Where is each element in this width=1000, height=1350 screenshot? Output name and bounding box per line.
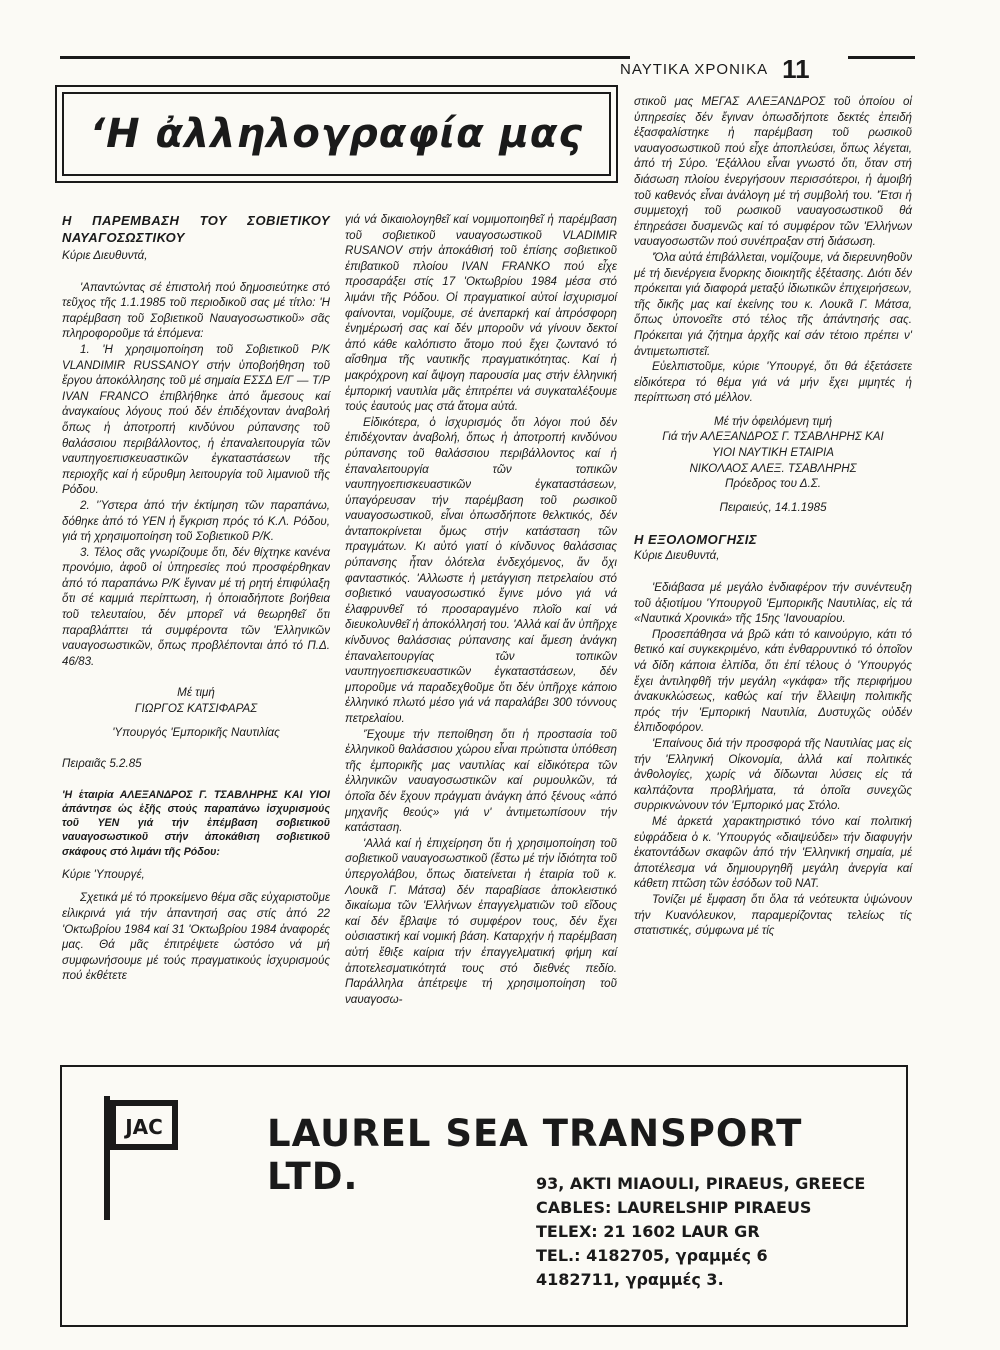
paragraph: Μέ ἀρκετά χαρακτηριστικό τόνο καί πολιτική εὐφράδεια ὁ κ. 'Υπουργός «διαψεύδει» τήν διαφυγήν ἑκατοντάδων σκαφῶν ἀπό τήν 'Ελληνική σημαία, μέ ἀποτέλεσμα νά δημιουργηθῆ μεγάλη ἀνεργία καί κάθετη πτῶση τῶν ἐσόδων τοῦ ΝΑΤ. <box>634 814 912 891</box>
reply-intro: 'Η ἑταιρία ΑΛΕΞΑΝΔΡΟΣ Γ. ΤΣΑΒΛΗΡΗΣ ΚΑΙ ΥΙΟΙ ἀπάντησε ὡς ἑξῆς στούς παραπάνω ἰσχυρισμούς τοῦ ΥΕΝ γιά τήν ἐπέμβαση σοβιετικοῦ ναυαγοσωστικοῦ στήν ἀποκάθιση σοβιετικοῦ σκάφους στό λιμάνι τῆς Ρόδου: <box>62 788 330 858</box>
publication-name: ΝΑΥΤΙΚΑ ΧΡΟΝΙΚΑ <box>620 60 769 78</box>
paragraph: Προσεπάθησα νά βρῶ κάτι τό καινούργιο, κάτι τό θετικό καί συγκεκριμένο, κάτι ἐνθαρρυντικό τό ὁποῖον νά δίδη κάποια ἐλπίδα, ὅτι ἐπί τέλους ὁ 'Υπουργός ἔχει ἀντιληφθῆ τήν μεγάλη «γκάφα» τῆς περιφήμου ἀνακυκλώσεως, καθώς καί τήν ἔλλειψη πολιτικῆς πρός τήν 'Εμπορική Ναυτιλία, Δυστυχῶς οὐδέν ἐλπιδοφόρον. <box>634 627 912 735</box>
paragraph: 3. Τέλος σᾶς γνωρίζουμε ὅτι, δέν θίχτηκε κανένα προνόμιο, ἀφοῦ οἱ ὑπηρεσίες πού προσφέρθηκαν ἀπό τό παραπάνω Ρ/Κ ἔγιναν μέ τή ρητή ἐπιφύλαξη ὅτι σέ καμμιά περίπτωση, ἡ ὁποιαδήποτε βοήθεια τοῦ τελευταίου, δέν μπορεῖ νά θεωρηθεῖ ὅτι παραβλάπτει τά συμφέροντα τῶν 'Ελληνικῶν ναυαγοσωστικῶν, ὅπως προβλέπονται ἀπό τό Π.Δ. 46/83. <box>62 545 330 668</box>
paragraph: 'Αλλά καί ἡ ἐπιχείρηση ὅτι ἡ χρησιμοποίηση τοῦ σοβιετικοῦ ναυαγοσωστικοῦ (ἔστω μέ τήν ἰδιότητα τοῦ ὑπεργολάβου, ὅπως διατείνεται ἡ ἑταιρία τοῦ κ. Λουκᾶ Γ. Μάτσα) δέν παραβίασε ἀποκλειστικό δικαίωμα τῶν 'Ελλήνων ἐπαγγελματιῶν τοῦ εἴδους καί δέν ἔβλαψε τό συμφέρον τους, δέν ἔχει οὐσιαστική καί νομική βάση. Καταρχήν ἡ παρέμβαση αὐτή ἔθιξε καίρια τήν ἐπαγγελματική φήμη καί ἀποτελεσματικότητά τους στό διεθνές πεδίο. Παράλληλα ἀπέτρεψε τή χρησιμοποίηση τοῦ ναυαγοσω- <box>345 836 617 1006</box>
paragraph: 'Έχουμε τήν πεποίθηση ὅτι ἡ προστασία τοῦ ἑλληνικοῦ θαλάσσιου χώρου εἶναι πρώτιστα ὑπόθεση τῆς ἐμπορικῆς μας ναυτιλίας καί εἰδικότερα τῶν ἑλληνικῶν ναυαγοσωστικῶν καί ρυμουλκῶν, τά ὁποῖα δέν ἔχουν πράγματι ἀνάγκη ἀπό ξένους «ἀπό μηχανῆς θεούς» γιά ν' ἀντιμετωπίσουν τήν κατάσταση. <box>345 727 617 835</box>
section-title-inner <box>62 92 611 176</box>
signature-line: Γιά τήν ΑΛΕΞΑΝΔΡΟΣ Γ. ΤΣΑΒΛΗΡΗΣ ΚΑΙ <box>662 430 884 444</box>
paragraph: στικοῦ μας ΜΕΓΑΣ ΑΛΕΞΑΝΔΡΟΣ τοῦ ὁποίου οἱ ὑπηρεσίες δέν ἔγιναν ὁπωσδήποτε δεκτές ἐπειδή ἐξασφαλίστηκε ἡ παρέμβαση τοῦ ρωσικοῦ ναυαγοσωστικοῦ πού εἶχε ἀποπλεύσει, ὅπως λέγεται, ἀπό τή Σύρο. 'Εξάλλου εἶναι γνωστό ὅτι, ὅταν στή διάσωση πλοίου ἐνεργήσουν περισσότεροι, ἡ ἀμοιβή τοῦ καθενός εἶναι ἀνάλογη μέ τή συμβολή του. 'Έτσι ἡ συμμετοχή τοῦ ρωσικοῦ ναυαγοσωστικοῦ θά ἐπηρεάσει δυσμενῶς καί τό συμφέρον τῶν 'Ελλήνων ναυαγοσωστῶν πού συνέπραξαν στή διάσωση. <box>634 95 912 249</box>
signature-line: Μέ τήν ὀφειλόμενη τιμή <box>713 414 833 428</box>
paragraph: 2. 'Ύστερα ἀπό τήν ἐκτίμηση τῶν παραπάνω, δόθηκε ἀπό τό ΥΕΝ ἡ ἔγκριση πρός τό Κ.Λ. Ρόδου, γιά τή χρησιμοποίηση τοῦ Σοβιετικοῦ Ρ/Κ. <box>62 498 330 544</box>
company-cables: CABLES: LAURELSHIP PIRAEUS <box>536 1198 812 1217</box>
paragraph: 'Απαντώντας σέ ἐπιστολή πού δημοσιεύτηκε στό τεῦχος τῆς 1.1.1985 τοῦ περιοδικοῦ σας μέ τίτλο: 'Η παρέμβαση τοῦ Σοβιετικοῦ Ναυαγοσωστικοῦ» σᾶς πληροφοροῦμε τά ἑπόμενα: <box>62 280 330 341</box>
salutation: Κύριε 'Υπουργέ, <box>62 867 145 881</box>
company-name: LAUREL SEA TRANSPORT LTD. <box>267 1112 803 1198</box>
article-heading: Η ΕΞΟΛΟΜΟΓΗΣΙΣ <box>634 532 758 548</box>
paragraph: Εἰδικότερα, ὁ ἰσχυρισμός ὅτι λόγοι πού δέν ἐπιδέχονταν ἀναβολή, ὅπως ἡ ἀποτροπή κινδύνου ρύπανσης τοῦ θαλάσσιου περιβάλλοντος καί ἡ ἐπαναλειτουργία τῶν τοπικῶν ναυπηγοεπισκευαστικῶν ἐγκαταστάσεων, ὑπαγόρευσαν τήν παρέμβαση τοῦ ρωσικοῦ ναυαγοσωστικοῦ, εἶναι ὁπωσδήποτε θελκτικός, δέν ἀνταποκρίνεται ὅμως στήν κατάσταση τῶν πραγμάτων. Κι αὐτό γιατί ὁ κίνδυνος θαλάσσιας ρύπανσης ἦταν ὁλότελα ἐνδεχόμενος, ἄν ὄχι φανταστικός. 'Αλλωστε ἡ μετάγγιση πετρελαίου στό σοβιετικό ναυαγοσωστικό ἔγινε μόνο γιά νά ἐλαφρυνθεῖ τό προσαραγμένο πλοῖο καί νά διευκολυνθεῖ ἡ ἀποκόλλησή του. 'Αλλά καί ἄν ὑπῆρχε κίνδυνος θαλάσσιας ρύπανσης καί ἄμεση ἀνάγκη ἐπαναλειτουργίας τῶν τοπικῶν ναυπηγοεπισκευαστικῶν ἐγκαταστάσεων, δέν μποροῦμε νά παραδεχθοῦμε ὅτι δέν ὑπῆρχε κάποιο ἑλληνικό πλωτό μέσο γιά νά παραλάβει 300 τόννους πετρελαίου. <box>345 415 617 725</box>
company-tel-2: 4182711, γραμμές 3. <box>536 1270 724 1289</box>
paragraph: γιά νά δικαιολογηθεῖ καί νομιμοποιηθεῖ ἡ παρέμβαση τοῦ σοβιετικοῦ ναυαγοσωστικοῦ VLADIMIR RUSANOV στήν ἀποκάθισή τοῦ ἐπίσης σοβιετικοῦ ἐπιβατικοῦ πλοίου IVAN FRANKO πού εἶχε προσαράξει στίς 17 'Οκτωβρίου 1984 μέσα στό λιμάνι τῆς Ρόδου. Οἱ πραγματικοί αὐτοί ἰσχυρισμοί φαίνονται, νομίζουμε, σέ ἀνεπαρκή καί ἀπρόσφορη ἐνημέρωσή σας καί δέν μποροῦν νά γίνουν δεκτοί ἀπό κάθε καλόπιστο ἄτομο πού ἔχει ζωντανό τό αἴσθημα τῆς ναυτικῆς πραγματικότητας. Καί ἡ μακρόχρονη καί ἄψογη παρουσία μας στήν ἑλληνική ἐμπορική ναυτιλία μᾶς ἐπιτρέπει νά συγκαταλέξουμε τούς ἑαυτούς μας στά ἄτομα αὐτά. <box>345 213 617 414</box>
paragraph: 'Όλα αὐτά ἐπιβάλλεται, νομίζουμε, νά διερευνηθοῦν μέ τή διενέργεια ἔνορκης διοικητῆς ἐξέτασης. Διότι δέν πρόκειται γιά διαφορά μεταξύ ἰδιωτικῶν ἐπιχειρήσεων, τῆς δικῆς μας καί ἐκείνης του κ. Λουκᾶ Γ. Μάτσα, ὅπως ὑπονοεῖτε στό τέλος τῆς ἀπάντησής σας. Πρόκειται γιά ζήτημα ἀρχῆς καί σάν τέτοιο πρέπει ν' ἀντιμετωπιστεῖ. <box>634 250 912 358</box>
company-address: 93, AKTI MIAOULI, PIRAEUS, GREECE <box>536 1174 866 1193</box>
paragraph: 'Επαίνους διά τήν προσφορά τῆς Ναυτιλίας μας εἰς τήν 'Ελληνική Οἰκονομία, ἀλλά καί πολιτικές ἀνθολογίες, χωρίς νά δίδωνται λύσεις εἰς τά καλπάζοντα προβλήματα, τά ὁποῖα συνεχῶς συρρικνώνουν τόν 'Εμπορικό μας Στόλο. <box>634 736 912 813</box>
flag-logo-icon <box>102 1092 182 1222</box>
company-contact <box>536 1172 865 1292</box>
place-date: Πειραιεύς, 14.1.1985 <box>719 500 827 514</box>
paragraph: 'Εδιάβασα μέ μεγάλο ἐνδιαφέρον τήν συνέντευξη τοῦ ἀξιοτίμου 'Υπουργοῦ 'Εμπορικῆς Ναυτιλίας, εἰς τά «Ναυτικά Χρονικά» τῆς 15ης 'Ιανουαρίου. <box>634 581 912 626</box>
top-rule-left <box>60 56 630 59</box>
running-header <box>620 54 920 84</box>
advertisement <box>60 1065 908 1327</box>
company-tel-1: TEL.: 4182705, γραμμές 6 <box>536 1246 768 1265</box>
paragraph: Τονίζει μέ ἔμφαση ὅτι ὅλα τά νεότευκτα ὑψώνουν τήν Κυανόλευκον, παραμερίζοντας τελείως τίς στατιστικές, σύμφωνα μέ τίς <box>634 892 912 938</box>
column-2 <box>345 212 617 1007</box>
company-telex: TELEX: 21 1602 LAUR GR <box>536 1222 760 1241</box>
flag-text: JAC <box>125 1115 163 1139</box>
section-title: ‘Η ἀλληλογραφία μας <box>89 111 584 157</box>
paragraph: 1. 'Η χρησιμοποίηση τοῦ Σοβιετικοῦ Ρ/Κ VLANDIMIR RUSSANOY στήν ὑποβοήθηση τοῦ ἔργου ἀποκόλλησης τοῦ μέ σημαία ΕΣΣΔ Ε/Γ — Τ/Ρ IVAN FRANCO ἐπιβλήθηκε ἀπό ἄμεσους καί ἀναγκαίους λόγους πού δέν ἐπιδέχονταν ἀναβολή ὅπως ἡ ἀποτροπή κινδύνου ρύπανσης τοῦ θαλάσσιου περιβάλλοντος, ἡ ἐπαναλειτουργία τῶν ναυπηγοεπισκευαστικῶν ἐγκαταστάσεων τῆς περιοχῆς καί ἡ εὔρυθμη λειτουργία τοῦ λιμανιοῦ τῆς Ρόδου. <box>62 342 330 497</box>
article-heading: Η ΠΑΡΕΜΒΑΣΗ ΤΟΥ ΣΟΒΙΕΤΙΚΟΥ ΝΑΥΑΓΟΣΩΣΤΙΚΟΥ <box>62 213 330 245</box>
column-3 <box>634 94 912 939</box>
salutation: Κύριε Διευθυντά, <box>634 549 720 563</box>
salutation: Κύριε Διευθυντά, <box>62 249 148 262</box>
signer-name: ΓΙΩΡΓΟΣ ΚΑΤΣΙΦΑΡΑΣ <box>134 702 258 716</box>
closing: Μέ τιμή <box>177 686 215 700</box>
signature-line: ΝΙΚΟΛΑΟΣ ΑΛΕΞ. ΤΣΑΒΛΗΡΗΣ <box>689 461 857 475</box>
section-title-box <box>55 85 618 183</box>
place-date: Πειραιᾶς 5.2.85 <box>62 757 142 771</box>
signer-title: 'Υπουργός 'Εμπορικῆς Ναυτιλίας <box>112 725 280 739</box>
paragraph: Εὐελπιστοῦμε, κύριε 'Υπουργέ, ὅτι θά ἐξετάσετε εἰδικότερα τό θέμα γιά νά μήν ἔχει μιμητές ἡ περίπτωση στό μέλλον. <box>634 360 912 405</box>
signature-line: ΥΙΟΙ ΝΑΥΤΙΚΗ ΕΤΑΙΡΙΑ <box>712 446 834 460</box>
column-1 <box>62 212 330 984</box>
page-number: 11 <box>782 53 810 84</box>
paragraph: Σχετικά μέ τό προκείμενο θέμα σᾶς εὐχαριστοῦμε εἰλικρινά γιά τήν ἀπαντησή σας στίς ἀπό 22 'Οκτωβρίου 1984 καί 31 'Οκτωβρίου 1984 ἀναφορές μας. Θά μᾶς ἐπιτρέψετε ὡστόσο νά μή συμφωνήσουμε μέ τούς πραγματικούς ἰσχυρισμούς πού ἐκθέτετε <box>62 891 330 983</box>
signature-line: Πρόεδρος του Δ.Σ. <box>725 477 821 491</box>
